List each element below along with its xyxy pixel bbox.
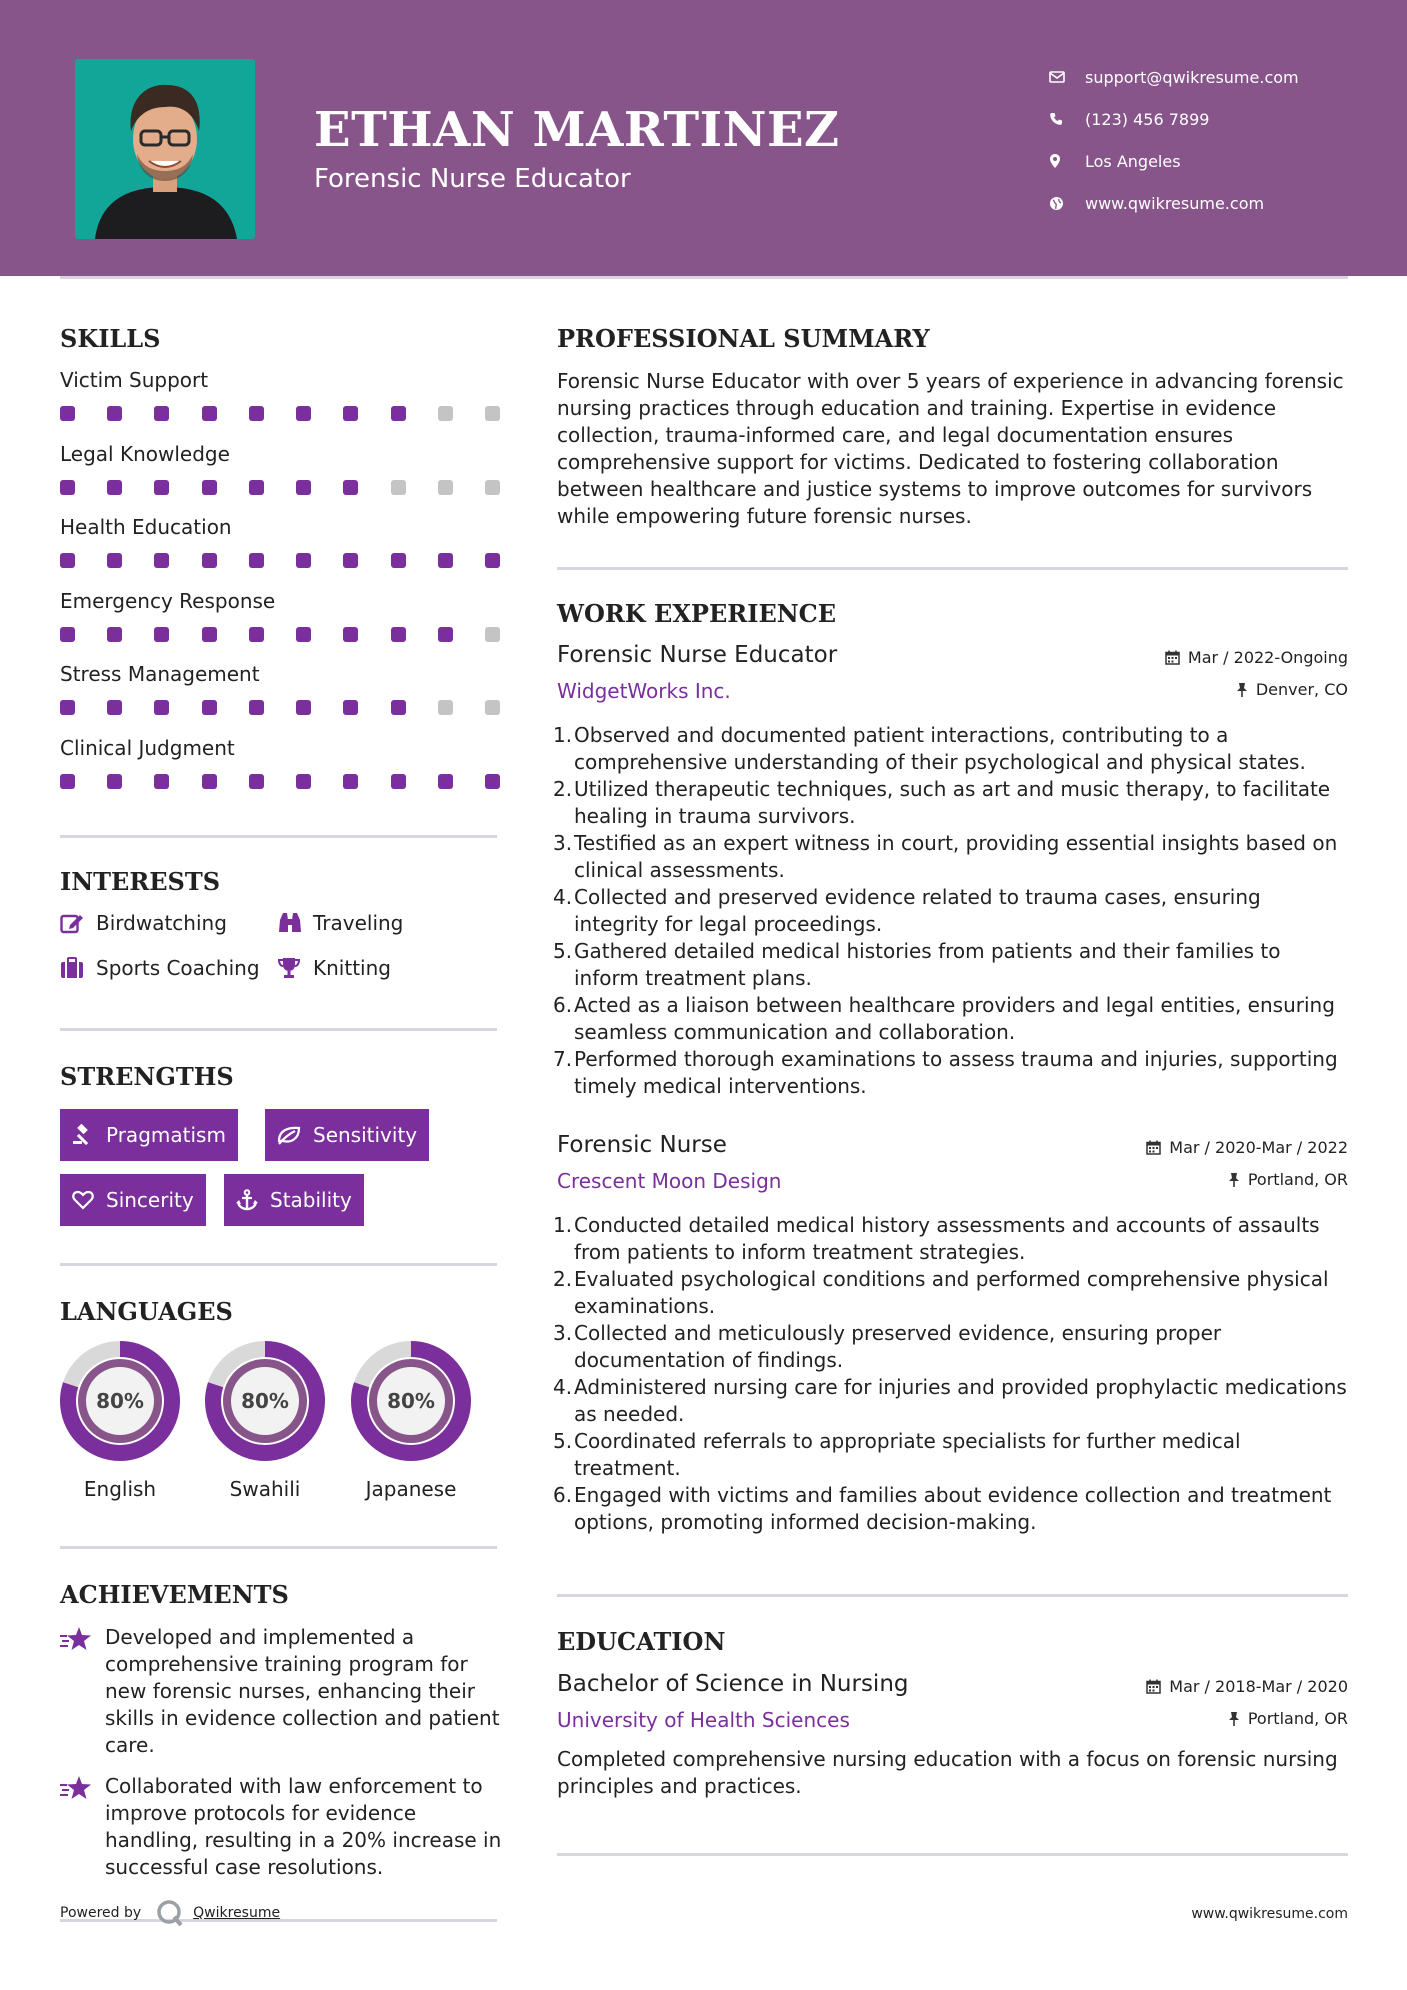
list-item: 2. Evaluated psychological conditions and performed comprehensive physical examinations. bbox=[553, 1267, 1329, 1318]
rating-dot bbox=[485, 627, 500, 642]
contact-location-text: Los Angeles bbox=[1085, 151, 1181, 171]
rating-dot bbox=[391, 480, 406, 495]
list-item: 5. Gathered detailed medical histories from patients and their families to inform treatment plans. bbox=[553, 939, 1281, 990]
contact-website[interactable] bbox=[1049, 182, 1299, 224]
strength-label: Sincerity bbox=[106, 1188, 194, 1212]
education-location-text: Portland, OR bbox=[1247, 1709, 1348, 1728]
rating-dot bbox=[438, 553, 453, 568]
languages-divider bbox=[60, 1546, 497, 1549]
footer-website-link[interactable]: www.qwikresume.com bbox=[1191, 1906, 1348, 1922]
rating-dot bbox=[485, 553, 500, 568]
language-item bbox=[349, 1339, 473, 1501]
rating-dot bbox=[60, 700, 75, 715]
education-header bbox=[557, 1671, 1348, 1741]
list-item: 5. Coordinated referrals to appropriate specialists for further medical treatment. bbox=[553, 1429, 1241, 1480]
rating-dot bbox=[296, 774, 311, 789]
envelope-icon bbox=[1049, 71, 1085, 83]
rating-dot bbox=[202, 480, 217, 495]
pencil-square-icon bbox=[60, 912, 96, 934]
powered-by bbox=[60, 1899, 280, 1927]
strength-label: Stability bbox=[270, 1188, 352, 1212]
powered-by-label: Powered by bbox=[60, 1905, 142, 1921]
rating-dot bbox=[296, 480, 311, 495]
skills-divider bbox=[60, 835, 497, 838]
rating-dot bbox=[438, 627, 453, 642]
skill-rating bbox=[60, 553, 500, 568]
job-role: Forensic Nurse bbox=[557, 1132, 727, 1158]
list-item: 6. Engaged with victims and families about evidence collection and treatment options, promoting informed decision-making. bbox=[553, 1483, 1332, 1534]
rating-dot bbox=[438, 774, 453, 789]
pushpin-icon bbox=[1236, 682, 1248, 697]
qwikresume-link[interactable]: Qwikresume bbox=[193, 1905, 281, 1921]
achievement-item bbox=[60, 1773, 510, 1881]
list-item: 2. Utilized therapeutic techniques, such as art and music therapy, to facilitate healing in trauma survivors. bbox=[553, 777, 1331, 828]
calendar-icon bbox=[1146, 1140, 1161, 1155]
rating-dot bbox=[438, 480, 453, 495]
skill-rating bbox=[60, 774, 500, 789]
rating-dot bbox=[249, 700, 264, 715]
leaf-icon bbox=[277, 1125, 301, 1145]
job-responsibilities bbox=[553, 722, 1348, 1100]
rating-dot bbox=[202, 627, 217, 642]
language-progress-ring bbox=[203, 1339, 327, 1463]
header-divider bbox=[60, 276, 1348, 279]
strength-tag bbox=[60, 1174, 206, 1226]
language-progress-ring bbox=[58, 1339, 182, 1463]
interests-divider bbox=[60, 1028, 497, 1031]
experience-divider bbox=[557, 1594, 1348, 1597]
strength-label: Pragmatism bbox=[106, 1123, 226, 1147]
language-percent: 80% bbox=[96, 1389, 144, 1413]
rating-dot bbox=[343, 700, 358, 715]
profile-photo bbox=[75, 59, 255, 239]
candidate-name: ETHAN MARTINEZ bbox=[314, 102, 840, 158]
education-date bbox=[1146, 1677, 1348, 1696]
anchor-icon bbox=[236, 1189, 258, 1211]
summary-heading: PROFESSIONAL SUMMARY bbox=[557, 324, 930, 353]
interest-item bbox=[60, 956, 260, 980]
skill-name: Health Education bbox=[60, 515, 232, 539]
job-responsibilities bbox=[553, 1212, 1348, 1536]
rating-dot bbox=[60, 774, 75, 789]
job-location bbox=[1236, 680, 1348, 699]
education-divider bbox=[557, 1853, 1348, 1856]
job-company: Crescent Moon Design bbox=[557, 1169, 782, 1193]
job-date-text: Mar / 2022-Ongoing bbox=[1187, 648, 1348, 667]
rating-dot bbox=[296, 406, 311, 421]
rating-dot bbox=[391, 406, 406, 421]
languages-heading: LANGUAGES bbox=[60, 1297, 233, 1326]
achievement-text: Developed and implemented a comprehensive training program for new forensic nurses, enhancing their skills in evidence collection and patient care. bbox=[105, 1625, 500, 1757]
rating-dot bbox=[154, 406, 169, 421]
gavel-icon bbox=[72, 1124, 94, 1146]
education-degree: Bachelor of Science in Nursing bbox=[557, 1671, 909, 1697]
rating-dot bbox=[249, 774, 264, 789]
rating-dot bbox=[296, 700, 311, 715]
skill-name: Emergency Response bbox=[60, 588, 276, 613]
resume-header bbox=[0, 0, 1407, 276]
rating-dot bbox=[485, 774, 500, 789]
education-date-text: Mar / 2018-Mar / 2020 bbox=[1169, 1677, 1348, 1696]
list-item: 1. Observed and documented patient interactions, contributing to a comprehensive understanding of their psychological and physical states. bbox=[553, 723, 1306, 774]
rating-dot bbox=[107, 774, 122, 789]
skill-rating bbox=[60, 480, 500, 495]
skill-name: Victim Support bbox=[60, 368, 209, 392]
achievements-heading: ACHIEVEMENTS bbox=[60, 1580, 289, 1609]
job-header bbox=[557, 642, 1348, 712]
interest-item bbox=[60, 911, 227, 935]
contact-email[interactable] bbox=[1049, 56, 1299, 98]
interest-label: Birdwatching bbox=[96, 911, 227, 935]
trophy-icon bbox=[277, 957, 313, 979]
globe-icon bbox=[1049, 196, 1085, 211]
rating-dot bbox=[154, 480, 169, 495]
rating-dot bbox=[343, 406, 358, 421]
rating-dot bbox=[60, 627, 75, 642]
strength-tag bbox=[265, 1109, 429, 1161]
education-location bbox=[1228, 1709, 1348, 1728]
contact-location bbox=[1049, 140, 1299, 182]
rating-dot bbox=[343, 553, 358, 568]
job-location bbox=[1228, 1170, 1348, 1189]
language-name: English bbox=[83, 1477, 157, 1501]
star-icon bbox=[60, 1624, 105, 1759]
rating-dot bbox=[154, 627, 169, 642]
job-date bbox=[1146, 1138, 1348, 1157]
list-item: 1. Conducted detailed medical history assessments and accounts of assaults from patients to inform treatment strategies. bbox=[553, 1213, 1320, 1264]
list-item: 3. Collected and meticulously preserved evidence, ensuring proper documentation of findings. bbox=[553, 1321, 1222, 1372]
list-item: 4. Administered nursing care for injuries and provided prophylactic medications as needed. bbox=[553, 1375, 1347, 1426]
education-description: Completed comprehensive nursing education with a focus on forensic nursing principles and practices. bbox=[557, 1747, 1338, 1798]
skills-heading: SKILLS bbox=[60, 324, 161, 353]
list-item: 4. Collected and preserved evidence related to trauma cases, ensuring integrity for legal proceedings. bbox=[553, 885, 1261, 936]
rating-dot bbox=[391, 700, 406, 715]
rating-dot bbox=[391, 627, 406, 642]
rating-dot bbox=[107, 700, 122, 715]
job-date-text: Mar / 2020-Mar / 2022 bbox=[1169, 1138, 1348, 1157]
rating-dot bbox=[107, 480, 122, 495]
skill-name: Legal Knowledge bbox=[60, 441, 230, 466]
summary-text: Forensic Nurse Educator with over 5 years of experience in advancing forensic nursing practices through education and training. Expertise in evidence collection, trauma-informed care, and legal documentation ensures comprehensive support for victims. Dedicated to fostering collaboration between healthcare and justice systems to improve outcomes for survivors while empowering future forensic nurses. bbox=[557, 369, 1344, 528]
summary-divider bbox=[557, 567, 1348, 570]
rating-dot bbox=[296, 553, 311, 568]
rating-dot bbox=[202, 774, 217, 789]
list-item: 3. Testified as an expert witness in court, providing essential insights based on clinical assessments. bbox=[553, 831, 1338, 882]
language-percent: 80% bbox=[387, 1389, 435, 1413]
phone-icon bbox=[1049, 112, 1085, 126]
interest-item bbox=[277, 956, 391, 980]
rating-dot bbox=[343, 480, 358, 495]
rating-dot bbox=[202, 406, 217, 421]
rating-dot bbox=[343, 774, 358, 789]
strength-label: Sensitivity bbox=[313, 1123, 418, 1147]
rating-dot bbox=[202, 553, 217, 568]
contact-email-text: support@qwikresume.com bbox=[1085, 67, 1299, 87]
skill-rating bbox=[60, 627, 500, 642]
rating-dot bbox=[154, 553, 169, 568]
strengths-heading: STRENGTHS bbox=[60, 1062, 234, 1091]
binoculars-icon bbox=[277, 912, 313, 934]
rating-dot bbox=[343, 627, 358, 642]
rating-dot bbox=[60, 480, 75, 495]
job-role: Forensic Nurse Educator bbox=[557, 642, 838, 668]
skill-rating bbox=[60, 406, 500, 421]
heart-icon bbox=[72, 1190, 94, 1210]
experience-heading: WORK EXPERIENCE bbox=[557, 599, 837, 628]
location-pin-icon bbox=[1049, 153, 1085, 169]
job-header bbox=[557, 1132, 1348, 1202]
rating-dot bbox=[249, 480, 264, 495]
rating-dot bbox=[438, 700, 453, 715]
language-item bbox=[58, 1339, 182, 1501]
list-item: 7. Performed thorough examinations to assess trauma and injuries, supporting timely medical interventions. bbox=[553, 1047, 1338, 1098]
skill-name: Clinical Judgment bbox=[60, 735, 235, 760]
rating-dot bbox=[249, 627, 264, 642]
rating-dot bbox=[202, 700, 217, 715]
contact-phone-text: (123) 456 7899 bbox=[1085, 109, 1210, 129]
job-company: WidgetWorks Inc. bbox=[557, 679, 731, 703]
interest-item bbox=[277, 911, 403, 935]
rating-dot bbox=[485, 700, 500, 715]
rating-dot bbox=[154, 700, 169, 715]
rating-dot bbox=[391, 774, 406, 789]
rating-dot bbox=[249, 406, 264, 421]
job-location-text: Portland, OR bbox=[1247, 1170, 1348, 1189]
skill-rating bbox=[60, 700, 500, 715]
qwikresume-logo-icon bbox=[155, 1899, 185, 1927]
language-item bbox=[203, 1339, 327, 1501]
rating-dot bbox=[438, 406, 453, 421]
achievement-item bbox=[60, 1624, 510, 1759]
rating-dot bbox=[60, 406, 75, 421]
interest-label: Knitting bbox=[313, 956, 391, 980]
rating-dot bbox=[249, 553, 264, 568]
interests-heading: INTERESTS bbox=[60, 867, 221, 896]
strength-tag bbox=[224, 1174, 364, 1226]
contact-phone[interactable] bbox=[1049, 98, 1299, 140]
language-percent: 80% bbox=[241, 1389, 289, 1413]
list-item: 6. Acted as a liaison between healthcare providers and legal entities, ensuring seamless communication and collaboration. bbox=[553, 993, 1335, 1044]
candidate-title: Forensic Nurse Educator bbox=[314, 164, 631, 194]
rating-dot bbox=[296, 627, 311, 642]
education-heading: EDUCATION bbox=[557, 1627, 726, 1656]
strengths-divider bbox=[60, 1263, 497, 1266]
strength-tag bbox=[60, 1109, 238, 1161]
contact-list bbox=[1049, 56, 1299, 224]
language-name: Japanese bbox=[365, 1477, 457, 1501]
briefcase-icon bbox=[60, 957, 96, 979]
rating-dot bbox=[60, 553, 75, 568]
language-progress-ring bbox=[349, 1339, 473, 1463]
job-location-text: Denver, CO bbox=[1255, 680, 1348, 699]
rating-dot bbox=[485, 480, 500, 495]
calendar-icon bbox=[1146, 1679, 1161, 1694]
job-date bbox=[1165, 648, 1348, 667]
rating-dot bbox=[107, 406, 122, 421]
contact-website-text: www.qwikresume.com bbox=[1085, 193, 1265, 213]
rating-dot bbox=[391, 553, 406, 568]
interest-label: Traveling bbox=[313, 911, 404, 935]
interest-label: Sports Coaching bbox=[96, 956, 260, 980]
language-name: Swahili bbox=[229, 1477, 301, 1501]
rating-dot bbox=[107, 553, 122, 568]
education-school: University of Health Sciences bbox=[557, 1708, 850, 1732]
star-icon bbox=[60, 1773, 105, 1881]
rating-dot bbox=[154, 774, 169, 789]
pushpin-icon bbox=[1228, 1172, 1240, 1187]
rating-dot bbox=[485, 406, 500, 421]
skill-name: Stress Management bbox=[60, 662, 260, 686]
pushpin-icon bbox=[1228, 1711, 1240, 1726]
calendar-icon bbox=[1165, 650, 1180, 665]
achievement-text: Collaborated with law enforcement to improve protocols for evidence handling, resulting in a 20% increase in successful case resolutions. bbox=[105, 1774, 502, 1879]
rating-dot bbox=[107, 627, 122, 642]
